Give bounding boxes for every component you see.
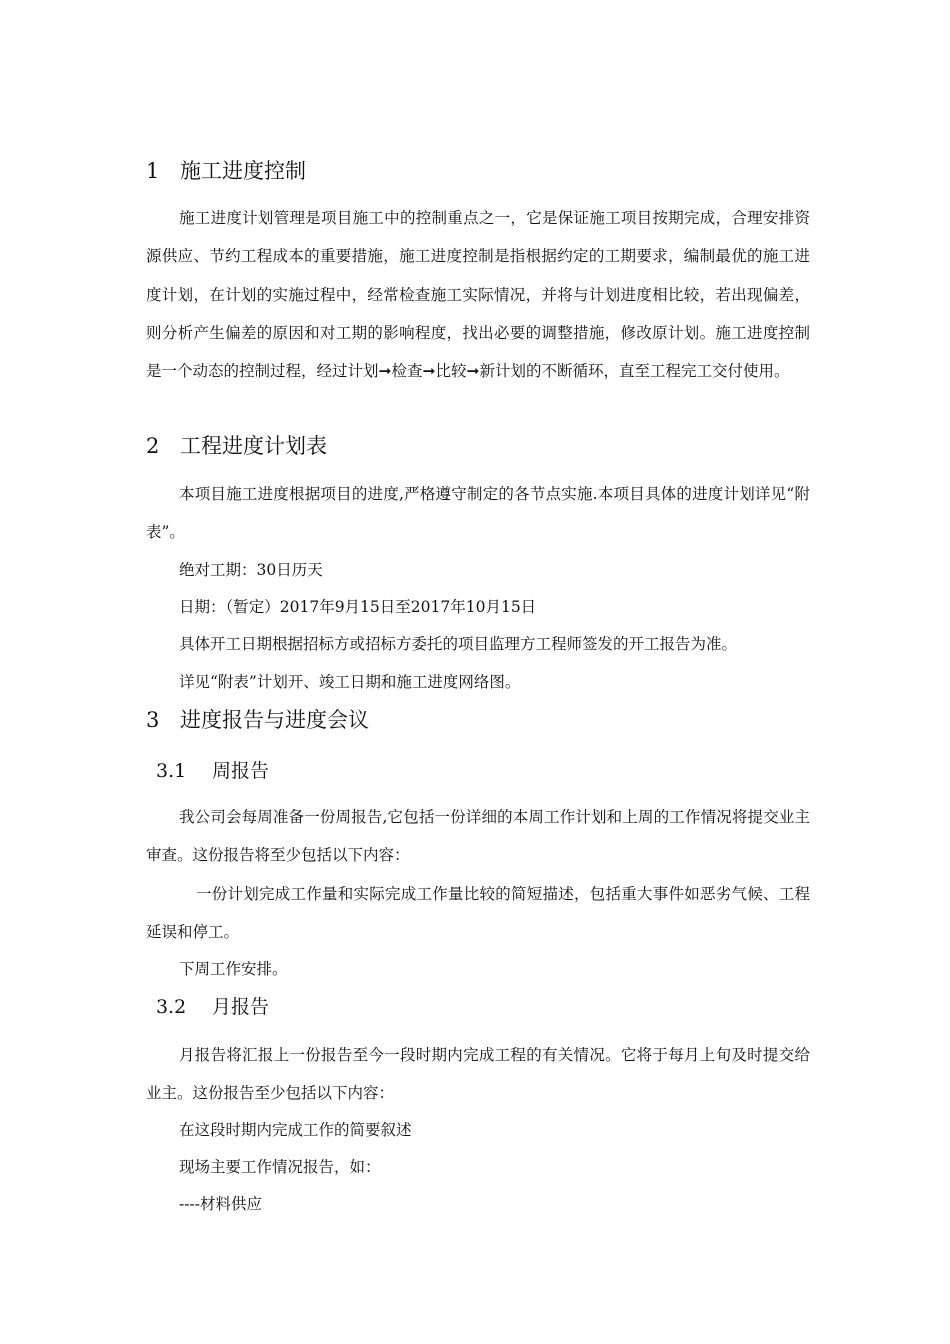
section-heading-3 (146, 706, 369, 734)
paragraph-monthly-report: 月报告将汇报上一份报告至今一段时期内完成工程的有关情况。它将于每月上旬及时提交给业主。这份报告至少包括以下内容： (146, 1046, 810, 1103)
section-number: 3 (146, 708, 160, 732)
section-title: 进度报告与进度会议 (180, 708, 369, 732)
paragraph-weekly-report: 我公司会每周准备一份周报告,它包括一份详细的本周工作计划和上周的工作情况将提交业主审查。这份报告将至少包括以下内容： (146, 808, 810, 865)
text-see-appendix: 详见“附表”计划开、竣工日期和施工进度网络图。 (179, 673, 521, 691)
section-title: 施工进度控制 (180, 159, 306, 183)
text-work-summary: 在这段时期内完成工作的简要叙述 (179, 1121, 412, 1139)
paragraph-schedule-intro: 本项目施工进度根据项目的进度,严格遵守制定的各节点实施.本项目具体的进度计划详见“附表”。 (146, 485, 810, 542)
list-item-next-week-plan: 下周工作安排。 (179, 960, 288, 978)
section-heading-1 (146, 157, 306, 185)
text-start-date-note: 具体开工日期根据招标方或招标方委托的项目监理方工程师签发的开工报告为准。 (179, 635, 738, 653)
section-number: 2 (146, 434, 160, 458)
section-heading-2 (146, 432, 327, 460)
list-item-weekly-comparison: 一份计划完成工作量和实际完成工作量比较的简短描述，包括重大事件如恶劣气候、工程延误和停工。 (146, 885, 810, 942)
text-dates: 日期：（暂定）2017年9月15日至2017年10月15日 (179, 598, 537, 616)
subsection-heading-3-1 (156, 758, 269, 784)
section-number: 1 (146, 159, 160, 183)
section-title: 周报告 (212, 760, 270, 782)
section-title: 工程进度计划表 (180, 434, 327, 458)
paragraph-progress-control: 施工进度计划管理是项目施工中的控制重点之一，它是保证施工项目按期完成，合理安排资源供应、节约工程成本的重要措施，施工进度控制是指根据约定的工期要求，编制最优的施工进度计划，在计划的实施过程中，经常检查施工实际情况，并将与计划进度相比较，若出现偏差，则分析产生偏差的原因和对工期的影响程度，找出必要的调整措施，修改原计划。施工进度控制是一个动态的控制过程，经过计划➞检查➞比较➞新计划的不断循环，直至工程完工交付使用。 (146, 209, 810, 381)
text-duration: 绝对工期：30日历天 (179, 561, 323, 579)
section-title: 月报告 (212, 996, 270, 1018)
section-number: 3.2 (156, 996, 187, 1018)
section-number: 3.1 (156, 760, 187, 782)
text-material-supply: ----材料供应 (179, 1195, 262, 1213)
subsection-heading-3-2 (156, 994, 269, 1020)
text-site-report: 现场主要工作情况报告，如： (179, 1158, 381, 1176)
